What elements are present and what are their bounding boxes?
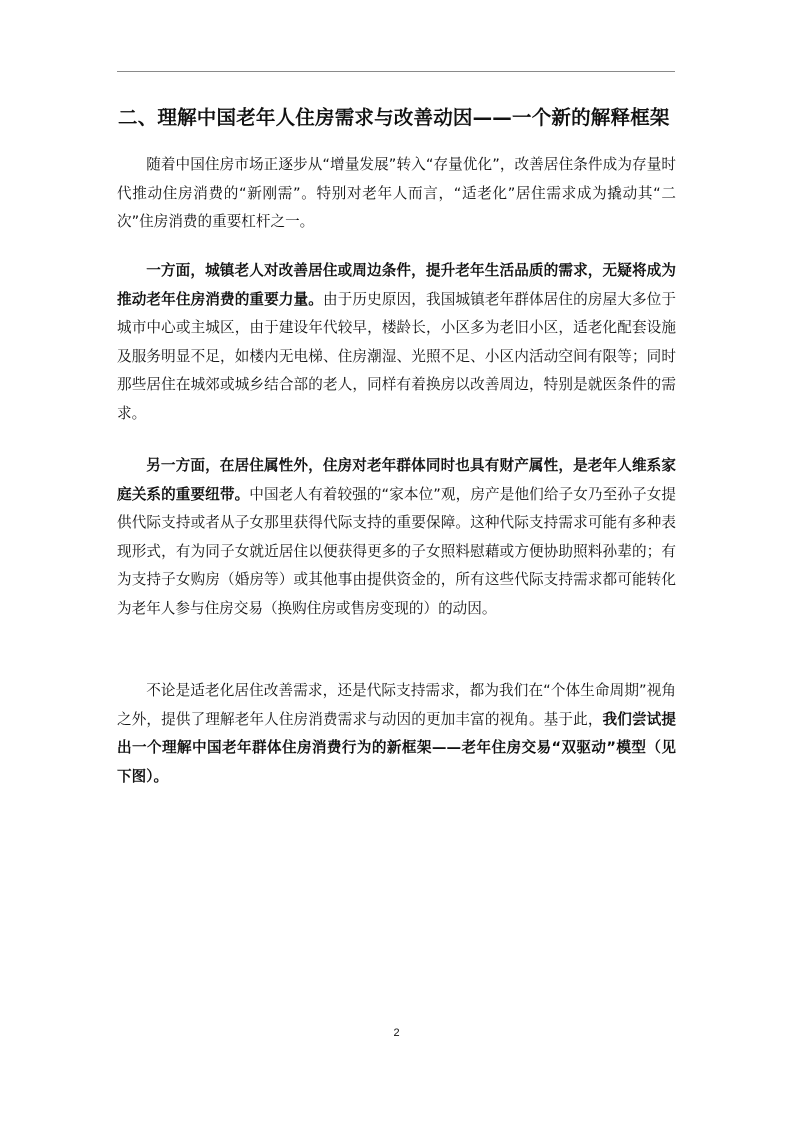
paragraph-living-improvement [117,257,676,429]
section-heading: 二、理解中国老年人住房需求与改善动因——一个新的解释框架 [118,106,670,129]
paragraph-property-attribute [117,452,676,624]
page-number: 2 [393,1027,400,1039]
paragraph-framework-conclusion [117,677,676,791]
paragraph-text: 不论是适老化居住改善需求，还是代际支持需求，都为我们在“个体生命周期”视角之外，提供了理解老年人住房消费需求与动因的更加丰富的视角。基于此， [117,682,676,728]
paragraph-market-background [117,151,676,237]
paragraph-bold-lead: 另一方面，在居住属性外，住房对老年群体同时也具有财产属性，是老年人维系家庭关系的重要纽带。 [117,457,676,503]
header-rule [117,71,675,72]
paragraph-bold-conclusion: 我们尝试提出一个理解中国老年群体住房消费行为的新框架——老年住房交易“双驱动”模型（见下图）。 [117,710,676,785]
paragraph-text: 中国老人有着较强的“家本位”观，房产是他们给子女乃至孙子女提供代际支持或者从子女那里获得代际支持的重要保障。这种代际支持需求可能有多种表现形式，有为同子女就近居住以便获得更多的子女照料慰藉或方便协助照料孙辈的；有为支持子女购房（婚房等）或其他事由提供资金的，所有这些代际支持需求都可能转化为老年人参与住房交易（换购住房或售房变现的）的动因。 [117,485,676,617]
paragraph-text: 由于历史原因，我国城镇老年群体居住的房屋大多位于城市中心或主城区，由于建设年代较早，楼龄长，小区多为老旧小区，适老化配套设施及服务明显不足，如楼内无电梯、住房潮湿、光照不足、小区内活动空间有限等；同时那些居住在城郊或城乡结合部的老人，同样有着换房以改善周边，特别是就医条件的需求。 [117,290,676,422]
paragraph-bold-lead: 一方面，城镇老人对改善居住或周边条件，提升老年生活品质的需求，无疑将成为推动老年住房消费的重要力量。 [117,262,676,308]
paragraph-text: 随着中国住房市场正逐步从“增量发展”转入“存量优化”，改善居住条件成为存量时代推动住房消费的“新刚需”。特别对老年人而言，“适老化”居住需求成为撬动其“二次”住房消费的重要杠杆之一。 [117,156,676,231]
